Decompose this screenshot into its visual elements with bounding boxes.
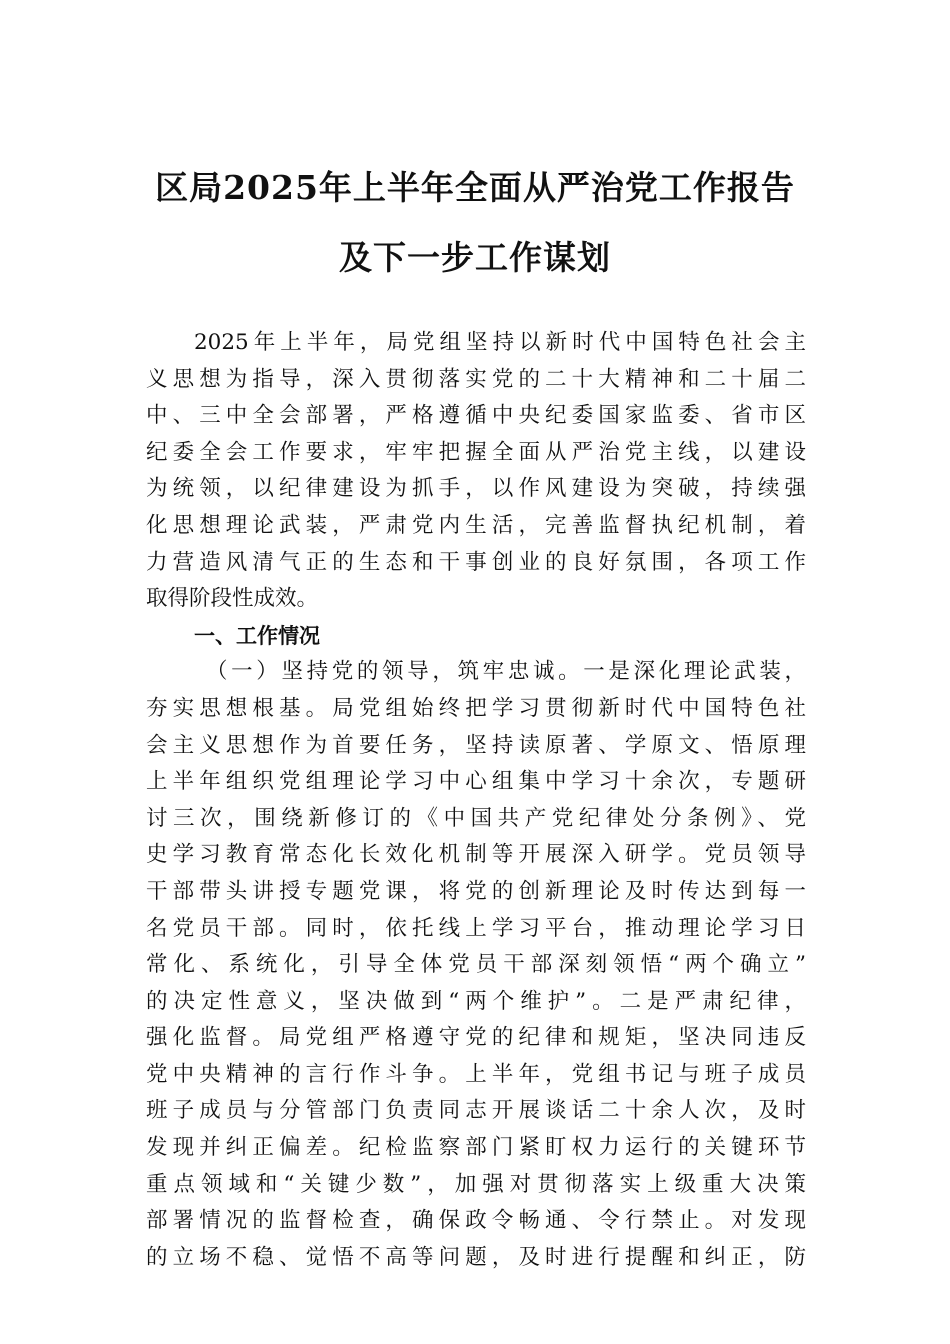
- body-line: 党中央精神的言行作斗争。上半年，党组书记与班子成员: [146, 1061, 806, 1087]
- body-line: 强化监督。局党组严格遵守党的纪律和规矩，坚决同违反: [146, 1025, 806, 1051]
- section-heading: 一、工作情况: [194, 623, 320, 648]
- body-line: 中、三中全会部署，严格遵循中央纪委国家监委、省市区: [146, 403, 806, 429]
- body-line: 的决定性意义，坚决做到“两个维护”。二是严肃纪律，: [146, 988, 806, 1014]
- body-line: 取得阶段性成效。: [146, 586, 319, 612]
- body-line: 部署情况的监督检查，确保政令畅通、令行禁止。对发现: [146, 1208, 806, 1234]
- body-line: 的立场不稳、觉悟不高等问题，及时进行提醒和纠正，防: [146, 1244, 806, 1270]
- document-body: [146, 325, 806, 1276]
- body-line: （一）坚持党的领导，筑牢忠诚。一是深化理论武装，: [206, 659, 806, 685]
- body-line: 纪委全会工作要求，牢牢把握全面从严治党主线，以建设: [146, 439, 806, 465]
- document-title-line-1: 区局2025年上半年全面从严治党工作报告: [155, 168, 795, 207]
- body-line: 2025年上半年，局党组坚持以新时代中国特色社会主: [194, 330, 806, 355]
- body-line: 上半年组织党组理论学习中心组集中学习十余次，专题研: [146, 769, 806, 795]
- body-line: 夯实思想根基。局党组始终把学习贯彻新时代中国特色社: [146, 695, 806, 721]
- body-line: 会主义思想作为首要任务，坚持读原著、学原文、悟原理: [146, 732, 806, 758]
- body-line: 化思想理论武装，严肃党内生活，完善监督执纪机制，着: [146, 512, 806, 538]
- body-line: 史学习教育常态化长效化机制等开展深入研学。党员领导: [146, 842, 806, 868]
- body-line: 发现并纠正偏差。纪检监察部门紧盯权力运行的关键环节: [146, 1135, 806, 1161]
- body-line: 讨三次，围绕新修订的《中国共产党纪律处分条例》、党: [146, 805, 806, 831]
- body-line: 常化、系统化，引导全体党员干部深刻领悟“两个确立”: [146, 952, 806, 978]
- body-line: 义思想为指导，深入贯彻落实党的二十大精神和二十届二: [146, 366, 806, 392]
- document-title-line-2: 及下一步工作谋划: [339, 238, 611, 277]
- body-line: 力营造风清气正的生态和干事创业的良好氛围，各项工作: [146, 549, 806, 575]
- body-line: 重点领域和“关键少数”，加强对贯彻落实上级重大决策: [146, 1171, 806, 1197]
- body-line: 为统领，以纪律建设为抓手，以作风建设为突破，持续强: [146, 476, 806, 502]
- body-line: 名党员干部。同时，依托线上学习平台，推动理论学习日: [146, 915, 806, 941]
- body-line: 干部带头讲授专题党课，将党的创新理论及时传达到每一: [146, 878, 806, 904]
- body-line: 班子成员与分管部门负责同志开展谈话二十余人次，及时: [146, 1098, 806, 1124]
